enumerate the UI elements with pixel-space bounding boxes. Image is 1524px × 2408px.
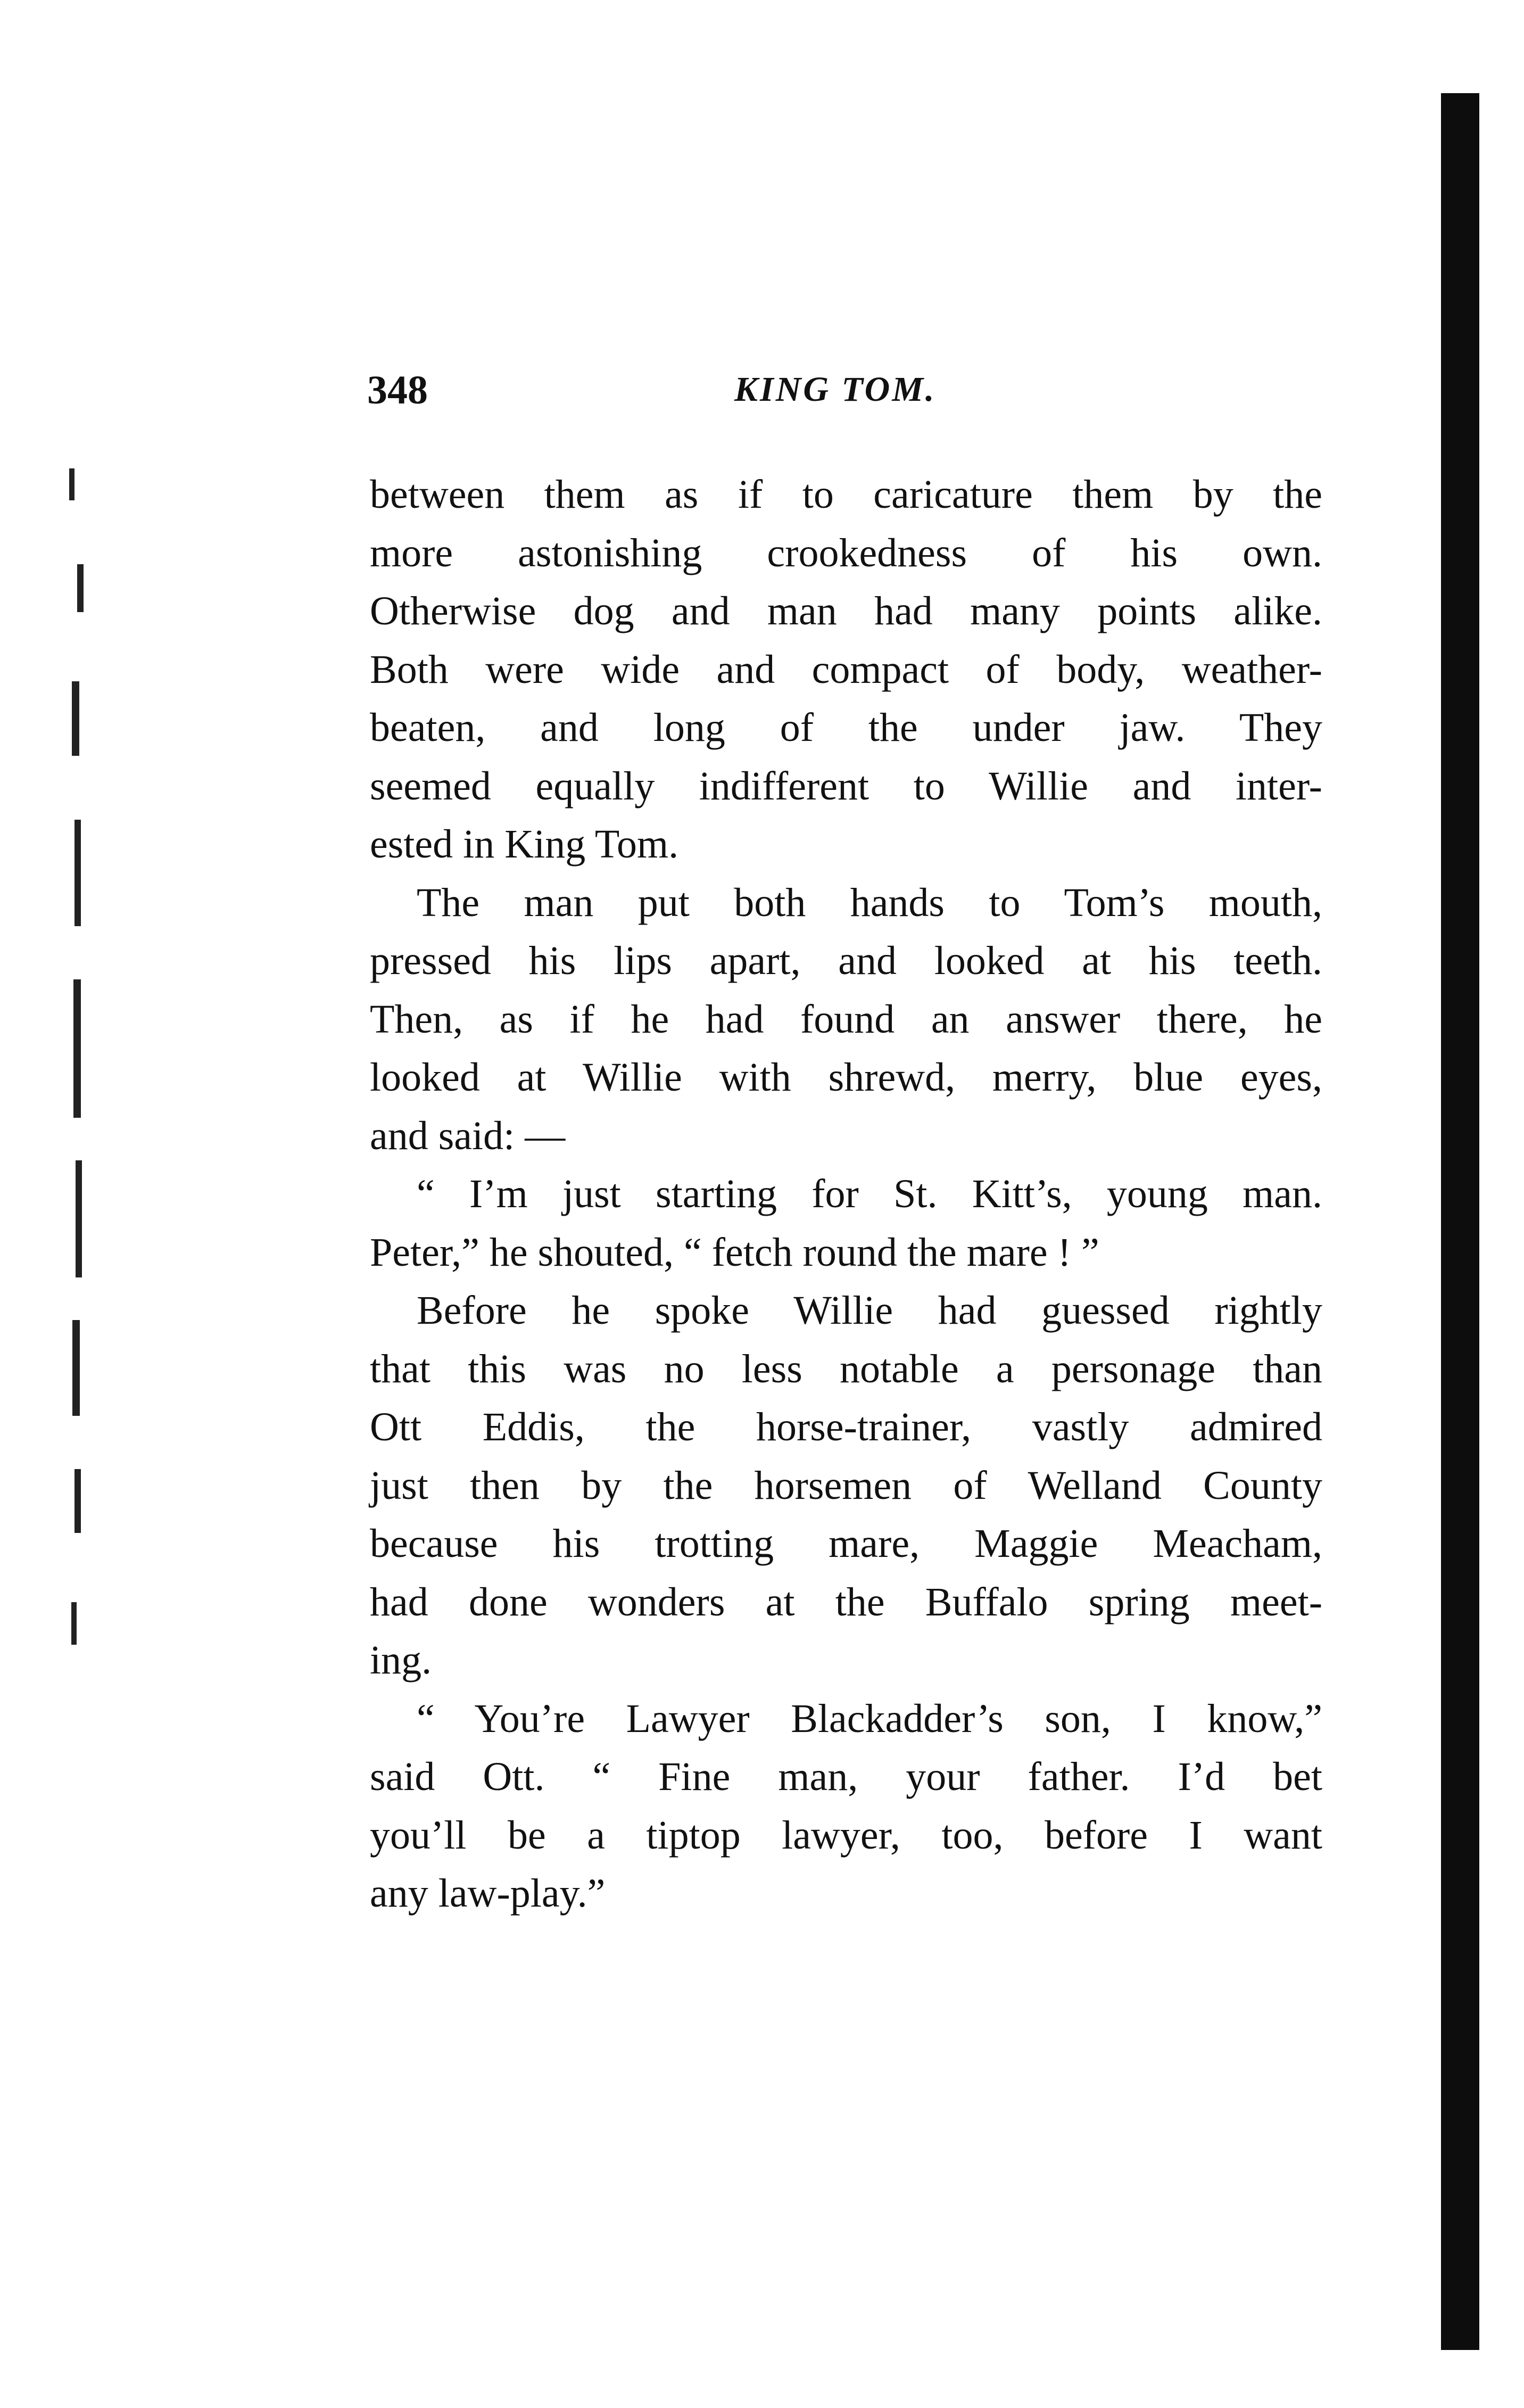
scan-binding-marks (48, 405, 106, 1709)
body-text (370, 466, 1322, 1923)
text-line: Otherwise dog and man had many points alike. (370, 589, 1322, 633)
page-number: 348 (367, 368, 428, 413)
text-line: more astonishing crookedness of his own. (370, 530, 1322, 575)
text-line: any law-play.” (370, 1871, 606, 1916)
paragraph-first-line: “ I’m just starting for St. Kitt’s, young man. (417, 1172, 1322, 1216)
text-line: and said: — (370, 1113, 566, 1158)
text-line: that this was no less notable a personage than (370, 1346, 1322, 1391)
text-line: seemed equally indifferent to Willie and inter- (370, 763, 1322, 809)
text-line: Peter,” he shouted, “ fetch round the mare ! ” (370, 1230, 1099, 1275)
page-header (367, 367, 1325, 426)
text-line: ested in King Tom. (370, 822, 679, 867)
text-line: beaten, and long of the under jaw. They (370, 705, 1322, 750)
text-line: Ott Eddis, the horse-trainer, vastly admired (370, 1405, 1322, 1449)
running-title: KING TOM. (734, 370, 937, 409)
paragraph-first-line: The man put both hands to Tom’s mouth, (417, 880, 1322, 925)
text-line: looked at Willie with shrewd, merry, blue eyes, (370, 1055, 1322, 1100)
text-line: between them as if to caricature them by the (370, 472, 1322, 517)
text-line: because his trotting mare, Maggie Meacham, (370, 1521, 1322, 1566)
scan-edge-shadow (1441, 93, 1479, 2350)
text-line: ing. (370, 1638, 432, 1683)
paragraph-first-line: Before he spoke Willie had guessed rightly (417, 1288, 1322, 1333)
text-line: Then, as if he had found an answer there, he (370, 996, 1322, 1042)
text-line: just then by the horsemen of Welland County (370, 1463, 1322, 1508)
text-line: pressed his lips apart, and looked at his teeth. (370, 938, 1322, 983)
text-line: said Ott. “ Fine man, your father. I’d bet (370, 1754, 1322, 1799)
text-line: you’ll be a tiptop lawyer, too, before I want (370, 1812, 1322, 1858)
text-line: Both were wide and compact of body, weather- (370, 647, 1322, 692)
text-line: had done wonders at the Buffalo spring meet- (370, 1579, 1322, 1624)
paragraph-first-line: “ You’re Lawyer Blackadder’s son, I know,” (417, 1696, 1322, 1741)
